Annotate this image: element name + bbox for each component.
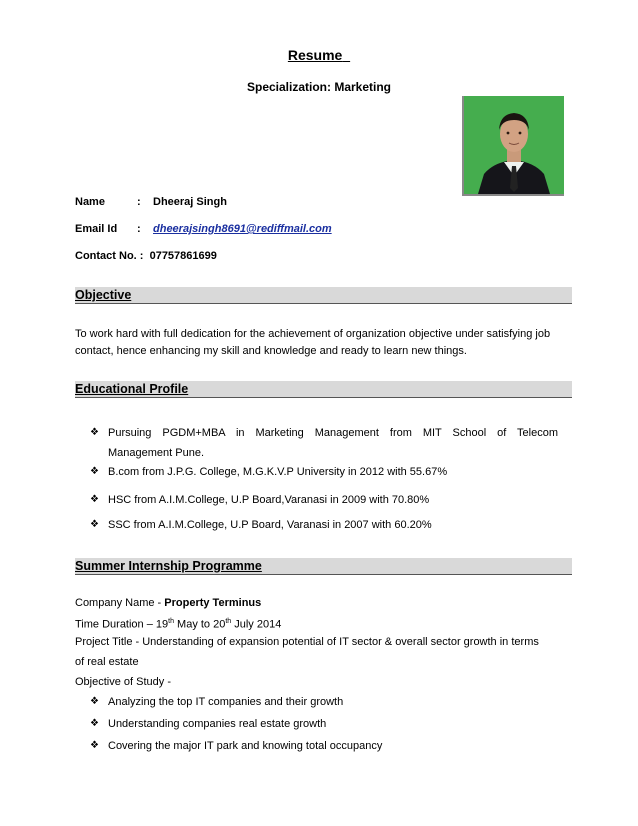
project-title-line: of real estate xyxy=(75,656,139,668)
study-item xyxy=(90,692,565,712)
colon: : xyxy=(137,223,141,235)
education-item-line: B.com from J.P.G. College, M.G.K.V.P University in 2012 with 55.67% xyxy=(108,466,448,478)
study-item-text: Covering the major IT park and knowing total occupancy xyxy=(108,740,383,752)
company-value: Property Terminus xyxy=(164,597,262,609)
contact-value: 07757861699 xyxy=(149,250,217,262)
internship-heading: Summer Internship Programme xyxy=(75,558,572,575)
education-item-line: HSC from A.I.M.College, U.P Board,Varanasi in 2009 with 70.80% xyxy=(108,494,430,506)
contact-label: Contact No. : xyxy=(75,250,144,262)
name-label: Name xyxy=(75,196,105,208)
diamond-bullet-icon: ❖ xyxy=(90,718,99,729)
diamond-bullet-icon: ❖ xyxy=(90,740,99,751)
ordinal-suffix: th xyxy=(168,618,174,625)
diamond-bullet-icon: ❖ xyxy=(90,466,99,477)
education-heading: Educational Profile xyxy=(75,381,572,398)
company-line xyxy=(75,593,575,613)
page-title: Resume xyxy=(287,47,343,63)
time-duration-text: May to 20 xyxy=(173,618,226,631)
education-item xyxy=(90,515,565,535)
company-label: Company Name - xyxy=(75,597,165,609)
name-value: Dheeraj Singh xyxy=(153,196,227,208)
objective-text: To work hard with full dedication for the achievement of organization objective under satisfying job contact, hence enhancing my skill and knowledge and ready to learn new things. xyxy=(75,328,551,357)
email-row xyxy=(75,223,332,235)
objective-of-study-label: Objective of Study - xyxy=(75,676,171,688)
diamond-bullet-icon: ❖ xyxy=(90,494,99,505)
objective-heading: Objective xyxy=(75,287,572,304)
study-item xyxy=(90,714,565,734)
time-duration-text: July 2014 xyxy=(231,618,282,631)
email-link[interactable]: dheerajsingh8691@rediffmail.com xyxy=(153,223,332,235)
name-row xyxy=(75,196,227,208)
education-item xyxy=(90,462,565,482)
profile-photo xyxy=(462,96,564,196)
education-item xyxy=(90,490,565,510)
ordinal-suffix: th xyxy=(225,618,232,625)
diamond-bullet-icon: ❖ xyxy=(90,519,99,530)
study-item-text: Analyzing the top IT companies and their growth xyxy=(108,696,344,708)
education-item-line: SSC from A.I.M.College, U.P Board, Varanasi in 2007 with 60.20% xyxy=(108,519,432,531)
specialization: Specialization: Marketing xyxy=(246,80,392,94)
person-photo-icon xyxy=(464,96,564,194)
project-title-line: Project Title - Understanding of expansion potential of IT sector & overall sector growth in terms xyxy=(75,636,539,648)
time-duration-text: Time Duration – 19 xyxy=(75,618,169,631)
study-item-text: Understanding companies real estate growth xyxy=(108,718,327,730)
contact-row xyxy=(75,250,217,262)
education-item-line: Management Pune. xyxy=(108,447,205,459)
education-item-line: Pursuing PGDM+MBA in Marketing Management from MIT School of Telecom xyxy=(108,427,558,439)
email-label: Email Id xyxy=(75,223,118,235)
education-item xyxy=(90,423,565,463)
diamond-bullet-icon: ❖ xyxy=(90,696,99,707)
diamond-bullet-icon: ❖ xyxy=(90,427,99,438)
study-item xyxy=(90,736,565,756)
colon: : xyxy=(137,196,141,208)
